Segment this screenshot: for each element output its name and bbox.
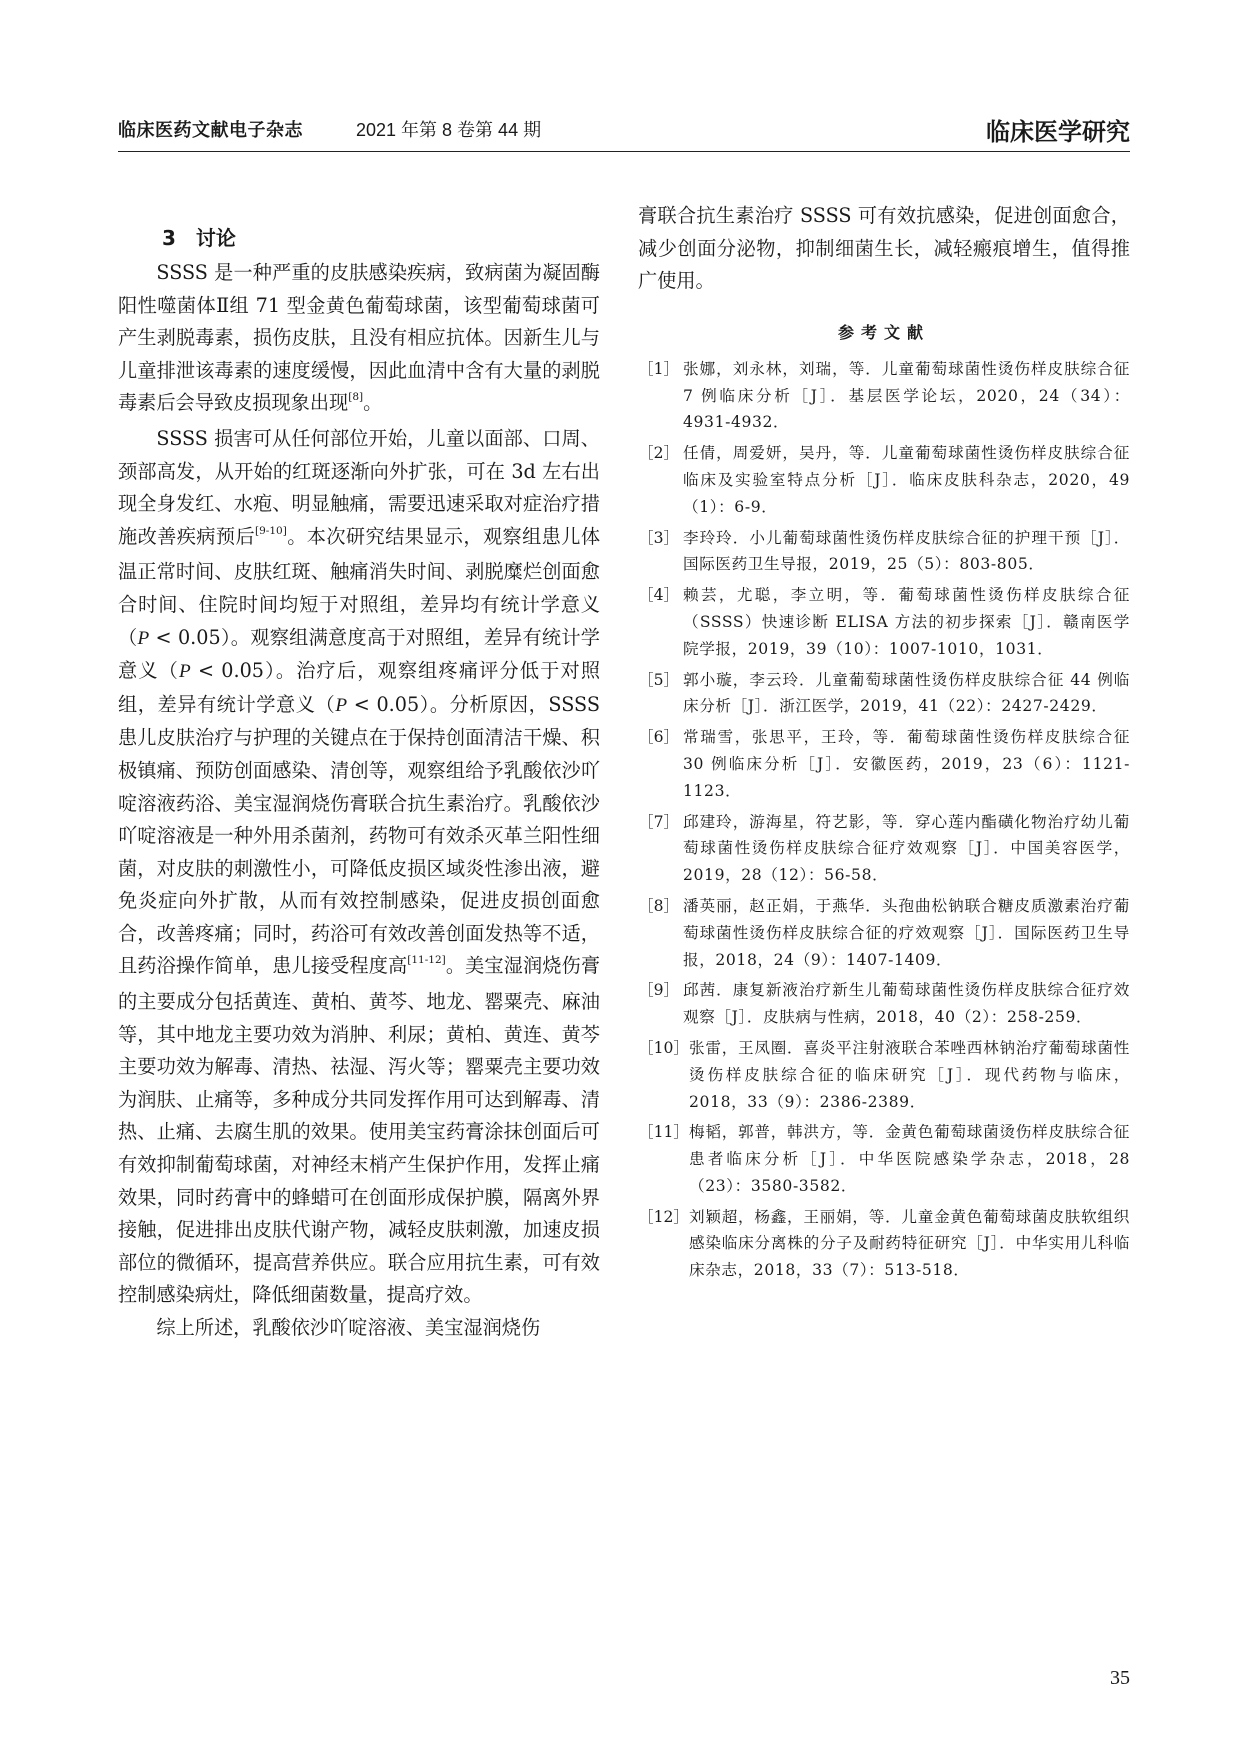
reference-item [638, 525, 1130, 579]
reference-text: 常瑞雪，张思平，王玲，等．葡萄球菌性烫伤样皮肤综合征 30 例临床分析［J］．安徽医药，2019，23（6）：1121-1123． [683, 728, 1130, 800]
journal-name: 临床医药文献电子杂志 [118, 120, 303, 141]
paragraph-text: 。 [363, 391, 383, 415]
reference-text: 潘英丽，赵正娟，于燕华．头孢曲松钠联合糖皮质激素治疗葡萄球菌性烫伤样皮肤综合征的疗效观察［J］．国际医药卫生导报，2018，24（9）：1407-1409． [683, 896, 1130, 969]
issue-info: 2021 年第 8 卷第 44 期 [356, 120, 542, 140]
reference-number: ［1］ [638, 359, 680, 378]
reference-text: 邱茜．康复新液治疗新生儿葡萄球菌性烫伤样皮肤综合征疗效观察［J］．皮肤病与性病，2018，40（2）：258-259． [683, 981, 1130, 1027]
running-header [118, 112, 1130, 148]
reference-number: ［6］ [638, 728, 680, 747]
reference-item [638, 356, 1130, 436]
reference-number: ［7］ [638, 812, 680, 831]
reference-text: 梅韬，郭普，韩洪方，等．金黄色葡萄球菌烫伤样皮肤综合征患者临床分析［J］．中华医院感染学杂志，2018，28（23）：3580-3582． [689, 1123, 1130, 1195]
references-title: 参考文献 [837, 322, 930, 342]
header-rule [118, 151, 1130, 152]
reference-text: 郭小璇，李云玲．儿童葡萄球菌性烫伤样皮肤综合征 44 例临床分析［J］．浙江医学，2019，41（22）：2427-2429． [683, 670, 1130, 716]
section-title: 3 讨论 [162, 226, 236, 250]
reference-number: ［3］ [638, 528, 680, 547]
left-column [118, 222, 600, 1345]
reference-number: ［10］ [638, 1038, 690, 1057]
reference-item [638, 977, 1130, 1031]
reference-item [638, 440, 1130, 520]
conclusion-paragraph-end: 膏联合抗生素治疗 SSSS 可有效抗感染，促进创面愈合，减少创面分泌物，抑制细菌生长，减轻瘢痕增生，值得推广使用。 [638, 204, 1130, 293]
reference-number: ［8］ [638, 896, 680, 915]
reference-item [638, 724, 1130, 804]
discussion-paragraph-2 [118, 423, 600, 1312]
citation: [9-10] [255, 524, 287, 537]
reference-number: ［11］ [638, 1123, 690, 1142]
paragraph-text: < 0.05）。分析原因，SSSS 患儿皮肤治疗与护理的关键点在于保持创面清洁干燥、积极镇痛、预防创面感染、清创等，观察组给予乳酸依沙吖啶溶液药浴、美宝湿润烧伤膏联合抗生素治疗。乳酸依沙吖啶溶液是一种外用杀菌剂，药物可有效杀灭革兰阳性细菌，对皮肤的刺激性小，可降低皮损区域炎性渗出液，避免炎症向外扩散，从而有效控制感染，促进皮损创面愈合，改善疼痛；同时，药浴可有效改善创面发热等不适，且药浴操作简单，患儿接受程度高 [118, 692, 600, 978]
reference-number: ［5］ [638, 670, 680, 689]
reference-text: 李玲玲．小儿葡萄球菌性烫伤样皮肤综合征的护理干预［J］．国际医药卫生导报，2019，25（5）：803-805． [683, 528, 1130, 574]
paragraph-text: SSSS 损害可从任何部位开始，儿童以面部、口周、颈部高发，从开始的红斑逐渐向外扩张，可在 3d 左右出现全身发红、水疱、明显触痛，需要迅速采取对症治疗措施改善疾病预后 [118, 426, 600, 548]
reference-text: 张雷，王凤圈．喜炎平注射液联合苯唑西林钠治疗葡萄球菌性烫伤样皮肤综合征的临床研究［J］．现代药物与临床，2018，33（9）：2386-2389． [689, 1038, 1130, 1111]
paragraph-text: 。本次研究结果显示，观察组患儿体温正常时间、皮肤红斑、触痛消失时间、剥脱糜烂创面愈合时间、住院时间均短于对照组，差异均有统计学意义（ [118, 524, 601, 649]
paragraph-text: < 0.05）。治疗后，观察组疼痛评分低于对照组，差异有统计学意义（ [118, 659, 601, 716]
section-name: 临床医学研究 [986, 118, 1130, 146]
reference-item [638, 1119, 1130, 1199]
reference-item [638, 1035, 1130, 1115]
paragraph-text: < 0.05）。观察组满意度高于对照组，差异有统计学意义（ [118, 625, 600, 683]
citation: [11-12] [407, 954, 446, 967]
discussion-paragraph-1 [118, 257, 600, 423]
reference-number: ［2］ [638, 444, 680, 463]
p-value-symbol: P [335, 694, 348, 716]
reference-list [638, 356, 1130, 1284]
reference-item [638, 1204, 1130, 1284]
reference-text: 任倩，周爱妍，吴丹，等．儿童葡萄球菌性烫伤样皮肤综合征临床及实验室特点分析［J］．临床皮肤科杂志，2020，49（1）：6-9． [683, 444, 1130, 516]
p-value-symbol: P [179, 661, 191, 683]
page-number: 35 [1110, 1667, 1130, 1689]
p-value-symbol: P [137, 627, 150, 649]
reference-text: 邱建玲，游海星，符艺影，等．穿心莲内酯磺化物治疗幼儿葡萄球菌性烫伤样皮肤综合征疗效观察［J］．中国美容医学，2019，28（12）：56-58． [683, 812, 1130, 885]
paragraph-text: SSSS 是一种严重的皮肤感染疾病，致病菌为凝固酶阳性噬菌体Ⅱ组 71 型金黄色葡萄球菌，该型葡萄球菌可产生剥脱毒素，损伤皮肤，且没有相应抗体。因新生儿与儿童排泄该毒素的速度缓慢，因此血清中含有大量的剥脱毒素后会导致皮损现象出现 [118, 261, 600, 415]
paragraph-text: 。美宝湿润烧伤膏的主要成分包括黄连、黄柏、黄芩、地龙、罂粟壳、麻油等，其中地龙主要功效为消肿、利尿；黄柏、黄连、黄芩主要功效为解毒、清热、祛湿、泻火等；罂粟壳主要功效为润肤、止痛等，多种成分共同发挥作用可达到解毒、清热、止痛、去腐生肌的效果。使用美宝药膏涂抹创面后可有效抑制葡萄球菌，对神经末梢产生保护作用，发挥止痛效果，同时药膏中的蜂蜡可在创面形成保护膜，隔离外界接触，促进排出皮肤代谢产物，减轻皮肤刺激，加速皮损部位的微循环，提高营养供应。联合应用抗生素，可有效控制感染病灶，降低细菌数量，提高疗效。 [118, 954, 601, 1307]
reference-text: 刘颖超，杨鑫，王丽娟，等．儿童金黄色葡萄球菌皮肤软组织感染临床分离株的分子及耐药特征研究［J］．中华实用儿科临床杂志，2018，33（7）：513-518． [689, 1207, 1130, 1280]
reference-number: ［4］ [638, 586, 680, 605]
reference-item [638, 582, 1130, 662]
reference-item [638, 809, 1130, 889]
citation: [8] [348, 391, 364, 404]
reference-item [638, 667, 1130, 721]
reference-item [638, 893, 1130, 973]
reference-text: 赖芸，尤聪，李立明，等．葡萄球菌性烫伤样皮肤综合征（SSSS）快速诊断 ELISA 方法的初步探索［J］．赣南医学院学报，2019，39（10）：1007-1010，1031． [683, 586, 1130, 658]
reference-number: ［12］ [638, 1207, 690, 1226]
reference-text: 张娜，刘永林，刘瑞，等．儿童葡萄球菌性烫伤样皮肤综合征 7 例临床分析［J］．基层医学论坛，2020，24（34）：4931-4932． [683, 359, 1130, 432]
reference-number: ［9］ [638, 981, 680, 1000]
right-column [638, 200, 1130, 1288]
conclusion-paragraph-start: 综上所述，乳酸依沙吖啶溶液、美宝湿润烧伤 [156, 1316, 541, 1339]
